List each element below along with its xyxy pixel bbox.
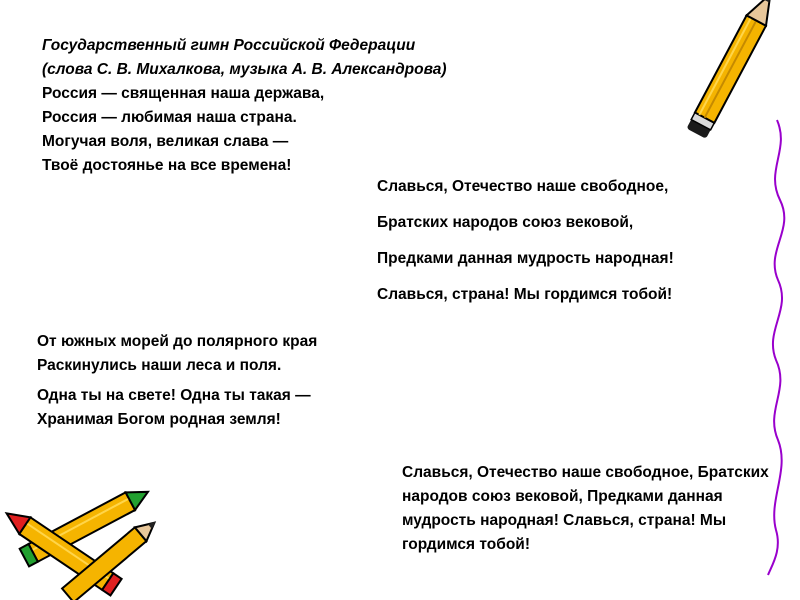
crayons-icon [0, 0, 1, 1]
chorus-block-1 [377, 177, 674, 321]
anthem-credits: (слова С. В. Михалкова, музыка А. В. Александрова) [42, 61, 447, 78]
verse2-line-3: Одна ты на свете! Одна ты такая — [37, 387, 311, 404]
anthem-title: Государственный гимн Российской Федерации [42, 37, 416, 54]
verse1-line-1: Россия — священная наша держава, [42, 85, 325, 102]
verse1-line-3: Могучая воля, великая слава — [42, 133, 289, 150]
verse2-line-2: Раскинулись наши леса и поля. [37, 357, 282, 374]
chorus1-line-4: Славься, страна! Мы гордимся тобой! [377, 286, 673, 303]
chorus1-line-1: Славься, Отечество наше свободное, [377, 178, 669, 195]
chorus1-line-2: Братских народов союз вековой, [377, 214, 634, 231]
verse2-line-4: Хранимая Богом родная земля! [37, 411, 281, 428]
chorus1-line-3: Предками данная мудрость народная! [377, 250, 674, 267]
verse-block-2 [37, 330, 317, 432]
verse1-line-4: Твоё достоянье на все времена! [42, 157, 292, 174]
chorus-block-2: Славься, Отечество наше свободное, Братских народов союз вековой, Предками данная мудрость народная! Славься, страна! Мы гордимся тобой! [402, 464, 769, 553]
verse1-line-2: Россия — любимая наша страна. [42, 109, 297, 126]
verse2-line-1: От южных морей до полярного края [37, 333, 318, 350]
